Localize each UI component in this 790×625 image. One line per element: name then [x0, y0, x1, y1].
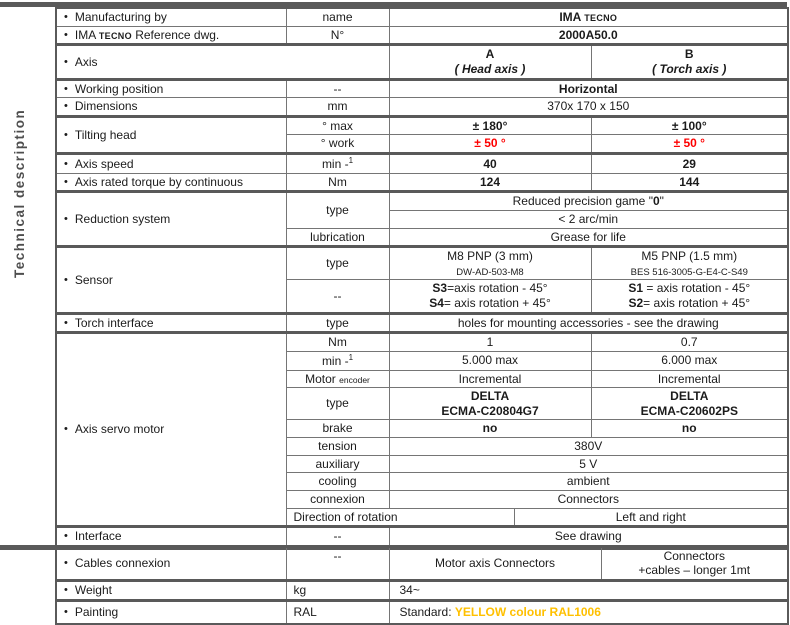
servo-connexion-value: Connectors: [389, 490, 788, 508]
row-manufacturing: [56, 8, 788, 26]
tilting-label: • Tilting head: [56, 116, 286, 153]
servo-speed-b: 6.000 max: [591, 351, 788, 370]
servo-label: • Axis servo motor: [56, 333, 286, 527]
row-axis-speed: [56, 154, 788, 174]
bullet-icon: •: [64, 212, 68, 225]
servo-direction-value: Left and right: [514, 508, 788, 527]
torque-a: 124: [389, 173, 591, 192]
reduction-game-value: Reduced precision game "0": [389, 192, 788, 211]
interface-attr: --: [286, 527, 389, 547]
cables-b: Connectors +cables – longer 1mt: [601, 546, 788, 580]
servo-nm-a: 1: [389, 333, 591, 352]
reference-attr: N°: [286, 26, 389, 45]
dimensions-label: • Dimensions: [56, 98, 286, 117]
row-servo-nm: [56, 333, 788, 352]
row-torch-interface: [56, 313, 788, 333]
torque-attr: Nm: [286, 173, 389, 192]
row-working-position: [56, 79, 788, 98]
row-reduction-game: [56, 192, 788, 211]
tilting-attr-work: ° work: [286, 135, 389, 154]
speed-b: 29: [591, 154, 788, 174]
sensor-attr-type: type: [286, 247, 389, 280]
servo-type-b: DELTA ECMA-C20602PS: [591, 388, 788, 420]
servo-speed-attr: min -$^1$: [286, 351, 389, 370]
working-attr: --: [286, 79, 389, 98]
bullet-icon: •: [64, 175, 68, 188]
row-sensor-type: [56, 247, 788, 280]
axis-label: • Axis: [56, 45, 389, 79]
bullet-icon: •: [64, 28, 68, 41]
servo-nm-b: 0.7: [591, 333, 788, 352]
tilting-work-b: ± 50 °: [591, 135, 788, 154]
bullet-icon: •: [64, 605, 68, 618]
tilting-attr-max: ° max: [286, 116, 389, 135]
row-tilting-max: [56, 116, 788, 135]
servo-speed-a: 5.000 max: [389, 351, 591, 370]
reduction-attr-type: type: [286, 192, 389, 228]
bullet-icon: •: [64, 82, 68, 95]
interface-value: See drawing: [389, 527, 788, 547]
reduction-arc-value: < 2 arc/min: [389, 210, 788, 228]
axis-b-header: B ( Torch axis ): [591, 45, 788, 79]
servo-encoder-a: Incremental: [389, 370, 591, 388]
bullet-icon: •: [64, 157, 68, 170]
servo-type-a: DELTA ECMA-C20804G7: [389, 388, 591, 420]
servo-tension-value: 380V: [389, 438, 788, 456]
row-reference-dwg: [56, 26, 788, 45]
weight-value: 34~: [389, 581, 788, 601]
speed-attr: min -$^1$: [286, 154, 389, 174]
reduction-attr-lubrication: lubrication: [286, 228, 389, 247]
servo-encoder-attr: Motor encoder: [286, 370, 389, 388]
servo-auxiliary-value: 5 V: [389, 455, 788, 473]
sensor-switches-a: S3=axis rotation - 45° S4= axis rotation + 45°: [389, 280, 591, 313]
speed-a: 40: [389, 154, 591, 174]
bullet-icon: •: [64, 128, 68, 141]
vertical-section-label: Technical description: [12, 108, 27, 278]
bullet-icon: •: [64, 423, 68, 436]
servo-connexion-attr: connexion: [286, 490, 389, 508]
torch-attr: type: [286, 313, 389, 333]
sensor-type-b: M5 PNP (1.5 mm) BES 516-3005-G-E4-C-S49: [591, 247, 788, 280]
servo-brake-a: no: [389, 420, 591, 438]
servo-brake-attr: brake: [286, 420, 389, 438]
reduction-lubrication-value: Grease for life: [389, 228, 788, 247]
manufacturing-label: • Manufacturing by: [56, 8, 286, 26]
interface-label: • Interface: [56, 527, 286, 547]
torque-label: • Axis rated torque by continuous: [56, 173, 286, 192]
bullet-icon: •: [64, 584, 68, 597]
servo-type-attr: type: [286, 388, 389, 420]
painting-attr: RAL: [286, 601, 389, 624]
servo-brake-b: no: [591, 420, 788, 438]
servo-cooling-value: ambient: [389, 473, 788, 491]
cables-a: Motor axis Connectors: [389, 546, 601, 580]
servo-auxiliary-attr: auxiliary: [286, 455, 389, 473]
manufacturing-value: IMA TECNO: [389, 8, 788, 26]
cables-label: • Cables connexion: [56, 546, 286, 580]
servo-nm-attr: Nm: [286, 333, 389, 352]
axis-a-header: A ( Head axis ): [389, 45, 591, 79]
sensor-label: • Sensor: [56, 247, 286, 314]
row-rated-torque: [56, 173, 788, 192]
bullet-icon: •: [64, 55, 68, 68]
bullet-icon: •: [64, 100, 68, 113]
torch-label: • Torch interface: [56, 313, 286, 333]
bullet-icon: •: [64, 273, 68, 286]
bullet-icon: •: [64, 557, 68, 570]
row-cables: [56, 546, 788, 580]
dimensions-value: 370x 170 x 150: [389, 98, 788, 117]
manufacturing-attr: name: [286, 8, 389, 26]
bullet-icon: •: [64, 316, 68, 329]
tilting-work-a: ± 50 °: [389, 135, 591, 154]
servo-direction-attr: Direction of rotation: [286, 508, 514, 527]
tilting-max-b: ± 100°: [591, 116, 788, 135]
working-label: • Working position: [56, 79, 286, 98]
torque-b: 144: [591, 173, 788, 192]
cables-attr: --: [286, 546, 389, 580]
servo-tension-attr: tension: [286, 438, 389, 456]
working-value: Horizontal: [389, 79, 788, 98]
bullet-icon: •: [64, 530, 68, 543]
row-axis-header: [56, 45, 788, 79]
servo-cooling-attr: cooling: [286, 473, 389, 491]
row-interface: [56, 527, 788, 547]
painting-value: Standard: YELLOW colour RAL1006: [389, 601, 788, 624]
reference-value: 2000A50.0: [389, 26, 788, 45]
weight-label: • Weight: [56, 581, 286, 601]
tilting-max-a: ± 180°: [389, 116, 591, 135]
row-weight: [56, 581, 788, 601]
sensor-switches-b: S1 = axis rotation - 45° S2= axis rotation + 45°: [591, 280, 788, 313]
reduction-label: • Reduction system: [56, 192, 286, 247]
painting-label: • Painting: [56, 601, 286, 624]
row-dimensions: [56, 98, 788, 117]
speed-label: • Axis speed: [56, 154, 286, 174]
bullet-icon: •: [64, 11, 68, 23]
row-painting: [56, 601, 788, 624]
dimensions-attr: mm: [286, 98, 389, 117]
reference-label: • IMA TECNO Reference dwg.: [56, 26, 286, 45]
servo-encoder-b: Incremental: [591, 370, 788, 388]
sensor-attr-switches: --: [286, 280, 389, 313]
torch-value: holes for mounting accessories - see the drawing: [389, 313, 788, 333]
weight-attr: kg: [286, 581, 389, 601]
sensor-type-a: M8 PNP (3 mm) DW-AD-503-M8: [389, 247, 591, 280]
spec-table: [55, 7, 789, 625]
